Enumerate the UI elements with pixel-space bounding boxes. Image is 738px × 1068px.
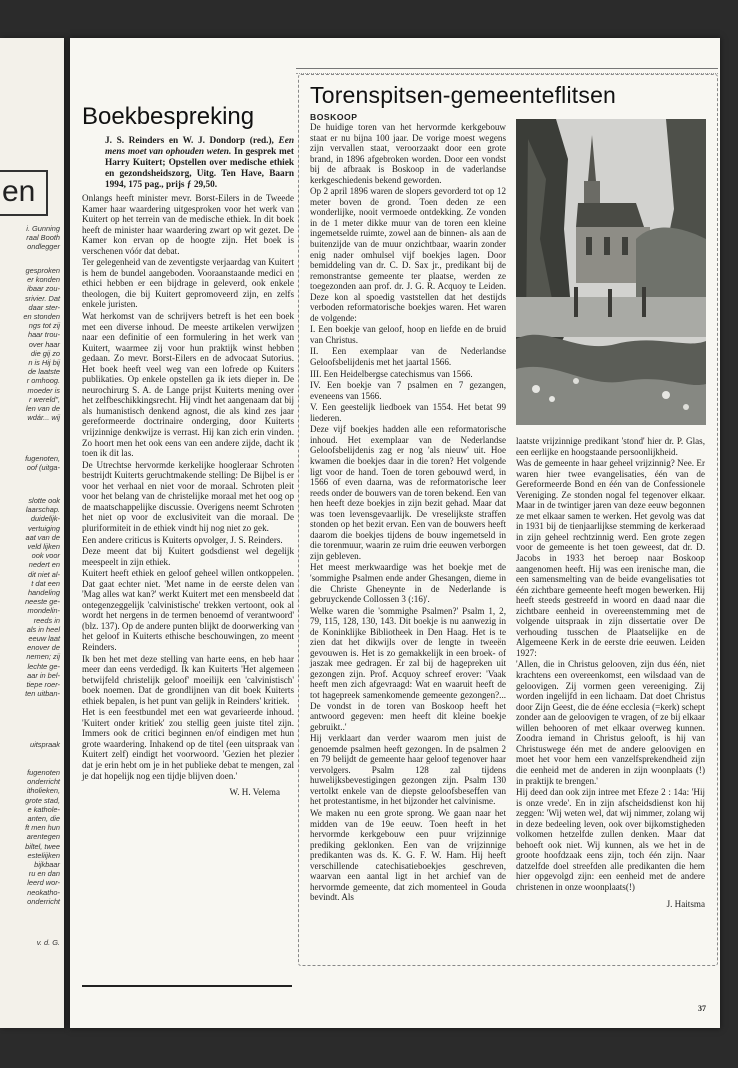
- article-paragraph: II. Een exemplaar van de Nederlandse Geloofsbelijdenis met het jaartal 1566.: [310, 346, 506, 368]
- column-rule: [82, 985, 292, 987]
- church-photo: [516, 119, 706, 425]
- review-paragraph: Ik ben het met deze stelling van harte eens, en heb haar meer dan eens verdedigd. Ik kan Kuiterts 'Het algemeen betwijfeld christelijk geloof' moeilijk een 'calvinistisch' boek noemen. Dat de grondlijnen van dit boek Kuiterts ethiek bepalen, is het punt van gelijk in Reinders' kritiek.: [82, 653, 294, 706]
- review-paragraph: Het is een feestbundel met een wat gevarieerde inhoud. 'Kuitert onder kritiek' zou stellig geen juiste titel zijn. Immers ook de critici beginnen en/of eindigen met hun grote waardering. Inhakend op de titel (een uitspraak van Kuitert zelf) eindigt het voorwoord. 'Gezien het plezier dat je erin hebt om je in het publieke debat te mengen, zal je dat hopelijk nog een tijdje blijven doen.': [82, 707, 294, 781]
- previous-page-fragment-7: v. d. G.: [36, 938, 60, 947]
- previous-page-fragment-1: i. Gunning raal Booth ondlegger: [26, 224, 60, 252]
- previous-page-edge: [0, 38, 64, 1028]
- review-paragraph: Een andere criticus is Kuiterts opvolger, J. S. Reinders.: [82, 534, 283, 545]
- article-paragraph: I. Een boekje van geloof, hoop en liefde en de bruid van Christus.: [310, 324, 506, 345]
- article-paragraph: Welke waren die 'sommighe Psalmen?' Psalm 1, 2, 79, 115, 128, 130, 143. Dit boekje is nu aanwezig in de Koninklijke Bibliotheek in Den Haag. Het is te zien dat het dikwijls over de lengte in tweeën gevouwen is. Het is zo gemakkelijk in een broek- of jaszak mee gedragen. Er zal bij de hagepreken uit gezongen zijn. Prof. Acquoy schreef erover: 'Vaak heeft men zich afgevraagd: Wat en waaruit heeft de tot hagepreek samenkomende gemeente gezongen?... De vondst in de toren van Boskoop heeft het antwoord gegeven: men heeft dit kleine boekje gebruikt..': [310, 605, 506, 732]
- article-paragraph: 'Allen, die in Christus gelooven, zijn dus één, niet krachtens een overeenkomst, een wilsdaad van de geloovigen. Zij vormen geen vereeniging. Zij worden ingelijfd in een lichaam. Dat doet Christus door Zijn Geest, die de ééne ecclesia (=kerk) schept zonder aan de geloovigen te vragen, of ze bij elkaar willen behooren of met elkaar overweg kunnen. Zoodra iemand in Christus gelooft, is hij van Christuswege één met de andere geloovigen en moet het voor hem een vanzelfsprekendheid zijn die eenheid met de anderen in zijn woonplaats (!) in praktijk te brengen.': [516, 659, 705, 786]
- book-details: In gesprek met Harry Kuitert; Opstellen over medische ethiek en gezondsheidszorg, Uitg. Ten Have, Baarn 1994, 175 pag., prijs ƒ 29,50.: [105, 147, 294, 190]
- previous-page-fragment-4: slotte ook laarschap. duidelijk- vertuiging aat van de veld lijken ook voor nedert en dit niet al- t dat een handeling neeste ge- mondelin- reeds in als in heel eeuw laat enover de nemen; zij lechte ge- aar in bel- tiepe roer- ten uitban-: [25, 496, 60, 699]
- article-paragraph: De huidige toren van het hervormde kerkgebouw staat er nu bijna 100 jaar. De vorige moest wegens zijn vervallen staat, veroorzaakt door een grote brand, in 1896 afgebroken worden. Door een vondst bij de afbraak is Boskoop in de vaderlandse kerkgeschiedenis bekend geworden.: [310, 122, 506, 185]
- article-signature: J. Haitsma: [666, 898, 705, 909]
- torenspitsen-title: Torenspitsen-gemeenteflitsen: [310, 82, 617, 108]
- previous-page-fragment-3: fugenoten, oof (uitga-: [25, 454, 60, 473]
- magazine-page: [70, 38, 720, 1028]
- church-photo-illustration: [516, 119, 706, 425]
- article-paragraph: V. Een geestelijk liedboek van 1554. Het betat 99 liederen.: [310, 402, 506, 423]
- previous-page-heading-fragment: en: [0, 170, 48, 216]
- article-paragraph: Hij verklaart dan verder waarom men juist de genoemde psalmen heeft gezongen. In de psalmen 2 en 79 belijdt de gemeente haar geloof tegenover haar vervolgers. Psalm 128 zal tijdens huwelijksbevestigingen gezongen zijn. Psalm 130 vertolkt enkele van de diepste geloofsbeseffen van het protestantisme, in het bijzonder het calvinisme.: [310, 733, 506, 807]
- previous-page-fragment-6: fugenoten onderricht itholieken, grote stad, e kathole- anten, die ft men hun arentegen biltel, twee esteliijken bijkbaar ru en dan leerd wor- neokatho- onderricht: [25, 768, 60, 906]
- article-paragraph: laatste vrijzinnige predikant 'stond' hier dr. P. Glas, een eerlijke en hoogstaande persoonlijkheid.: [516, 436, 705, 457]
- book-authors: J. S. Reinders en W. J. Dondorp (red.),: [105, 136, 274, 146]
- review-paragraph: De Utrechtse hervormde kerkelijke hoogleraar Schroten bestrijdt Kuiterts geruchtmakende stelling: De Bijbel is er voor het verhaal en niet voor de moraal. Schroten pleit voor het belang van de christelijke moraal met het oog op de maatschappelijke discussie. Overigens neemt Schroten het niet op voor de exclusiviteit van die moraal. De pluriformiteit in de ethiek vindt hij nog niet zo gek.: [82, 459, 294, 533]
- article-paragraph: Was de gemeente in haar geheel vrijzinnig? Nee. Er waren hier twee evangelisaties, één van de Gereformeerde Bond en één van de Confessionele Vereniging. Ze stonden nogal fel tegenover elkaar. Maar in de twintiger jaren van deze eeuw begonnen ze met elkaar samen te werken. Het gevolg was dat in 1931 bij de tienjaarlijkse stemming de kerkeraad in zijn geheel rechtzinnig werd. Een grote zegen voor de gemeente is het toen geweest, dat dr. D. Jacobs in 1933 het beroep naar Boskoop aangenomen heeft. Hij was een irenische man, die een samensmelting van de beide evangelisaties tot één zichtbare gemeente heeft mogen bewerken. Hij heeft steeds gestreefd in woord en daad naar die zichtbare eenheid in overeenstemming met de volgende uitspraak in zijn dissertatie over De verhouding tusschen de Plaatselijke en de Algemeene Kerk in de eerste drie eeuwen. Leiden 1927:: [516, 458, 705, 658]
- book-review-column: [82, 136, 294, 798]
- review-signature: W. H. Velema: [229, 787, 280, 798]
- previous-page-fragment-5: uitspraak: [30, 740, 60, 749]
- review-paragraph: Wat herkomst van de schrijvers betreft is het een boek met een diverse inhoud. De meeste artikelen verwijzen naar een definitie of een formulering in het werk van Kuitert, waarmee zij voor hun praktijk winst hebben gedaan. Zo mevr. Borst-Eilers en de advocaat Sutorius. Het boek heeft veel weg van een lofrede op Kuiters publikaties. Op enkele opstellen ga ik iets dieper in. De neurochirurg S. A. de Lange prijst Kuiterts mening over het zelfbeschikkingsrecht. Hij vindt het aangenaam dat bij als humanistisch denkend agnost, die als kind zes jaar gereformeerde doctrinaire onderging, door Kuiterts vrijzinnige denkwijze is verrast. Hij kan zich erin vinden. Zo hoort men het ook eens van een andere zijde, dacht ik toen ik dit las.: [82, 311, 294, 459]
- article-paragraph: IV. Een boekje van 7 psalmen en 7 gezangen, eveneens van 1566.: [310, 380, 506, 401]
- article-paragraph: Hij deed dan ook zijn intree met Efeze 2 : 14a: 'Hij is onze vrede'. En in zijn afscheidsdienst kon hij zeggen: 'Wij weten wel, dat wij nimmer, zolang wij in deze bedeeling leven, ook over bijkomstigheden volkomen hetzelfde zullen denken. Maar dat behoeft ook niet. Wij kunnen, als we het in de groote hoofdzaak eens zijn, toch één zijn. Naar datzelfde doel streefden alle predikanten die hem hier opgevolgd zijn: een eenheid met de andere christenen in onze woonplaats(!): [516, 787, 705, 892]
- article-column-left: [310, 122, 506, 904]
- article-paragraph: Deze vijf boekjes hadden alle een reformatorische inhoud. Het exemplaar van de Nederlandse Geloofsbelijdenis zag er nog 'als nieuw' uit. Hoe kwamen die boekjes daar in die toren? Het volgende ligt voor de hand. Toen de toren gebouwd werd, in 1566 of even daarna, was de reformatorische leer reeds onder de bouwers van de toren bekend. Een van hen heeft deze boekjes in zijn bezit gehad. Maar dat was toen levensgevaarlijk. De vreselijkste straffen stonden op het bezit ervan. Een van de bouwers heeft daarom die boekjes tijdens de bouw ingemetseld in die torenmuur, waarin ze ruim drie eeuwen verborgen zijn gebleven.: [310, 424, 506, 561]
- review-paragraph: Kuitert heeft ethiek en geloof geheel willen ontkoppelen. Dat gaat echter niet. 'Met name in de eerste delen van 'Mag alles wat kan?' werkt Kuitert met een mensbeeld dat ontegenzeggelijk 'calvinistische' trekken vertoont, ook al wordt het nergens in de termen benoemd of verantwoord' (blz. 137). Op de andere punten blijkt de doorwerking van het geloof in Kuiterts ethische beschouwingen, zo meent Reinders.: [82, 568, 294, 652]
- location-subhead: BOSKOOP: [310, 112, 358, 122]
- review-paragraph: Ter gelegenheid van de zeventigste verjaardag van Kuitert is hem de bundel aangeboden. Vooraanstaande medici en ethici hebben er een bijdrage in geleverd, ook enkele theologen, die bij Kuitert gepromoveerd zijn, en zelfs enkele juristen.: [82, 257, 294, 310]
- article-paragraph: We maken nu een grote sprong. We gaan naar het midden van de 19e eeuw. Toen heeft in het hervormde kerkgebouw een puur vrijzinnige prediking geklonken. Een van de vrijzinnige predikanten was ds. K. G. F. W. Ham. Hij heeft verschillende catechisatieboekjes geschreven, waarvan een aantal ligt in het archief van de hervormde gemeente, dat zich momenteel in Gouda bevindt. Als: [310, 808, 506, 903]
- article-paragraph: Op 2 april 1896 waren de slopers gevorderd tot op 12 meter boven de grond. Toen deden ze een wonderlijke, nooit vermoede ontdekking. Ze vonden in de 1 meter dikke muur van de toren een kleine ingemetselde ruimte, zowel aan de binnen- als aan de buitenzijde van de muur onzichtbaar, waarin zonder enig nader omhulsel vijf boekjes lagen. Door bemiddeling van dr. C. D. Sax jr., predikant bij de remonstrantse gemeente ter plaatse, werden ze toegezonden aan prof. dr. J. G. R. Acquoy te Leiden. Deze kon al spoedig vaststellen dat het destijds verboden reformatorische boekjes waren. Het waren de volgende:: [310, 186, 506, 323]
- previous-page-fragment-2: gesproken er konden ibaar zou- srivier. Dat daar ster- en stonden ngs tot zij haar trou- over haar die gij zo n is Hij bij de laatste r omhoog. moeder is r wereld", len van de wdár... wij: [23, 266, 60, 423]
- book-reference: [82, 136, 294, 191]
- page-number: 37: [698, 1004, 706, 1013]
- book-title: Een mens moet van ophouden weten.: [105, 136, 294, 157]
- article-column-right: [516, 436, 705, 909]
- article-paragraph: Het meest merkwaardige was het boekje met de 'sommighe Psalmen ende ander Ghesangen, dieme in die Christe Gheneynte in de Nederlande is gebruyckende Collossen 3 (:16)'.: [310, 562, 506, 605]
- boekbespreking-title: Boekbespreking: [82, 103, 255, 130]
- review-paragraph: Onlangs heeft minister mevr. Borst-Eilers in de Tweede Kamer haar waardering uitgesproken voor het werk van Kuitert op het terrein van de medische ethiek. In dit boek heeft de minister haar waardering zwart op wit gezet. De Kamer kon ervan op de hoogte zijn. Het boek is verschenen vóór dat debat.: [82, 193, 294, 256]
- article-paragraph: III. Een Heidelbergse catechismus van 1566.: [310, 368, 473, 379]
- review-paragraph: Deze meent dat bij Kuitert godsdienst wel degelijk meespeelt in zijn ethiek.: [82, 546, 294, 567]
